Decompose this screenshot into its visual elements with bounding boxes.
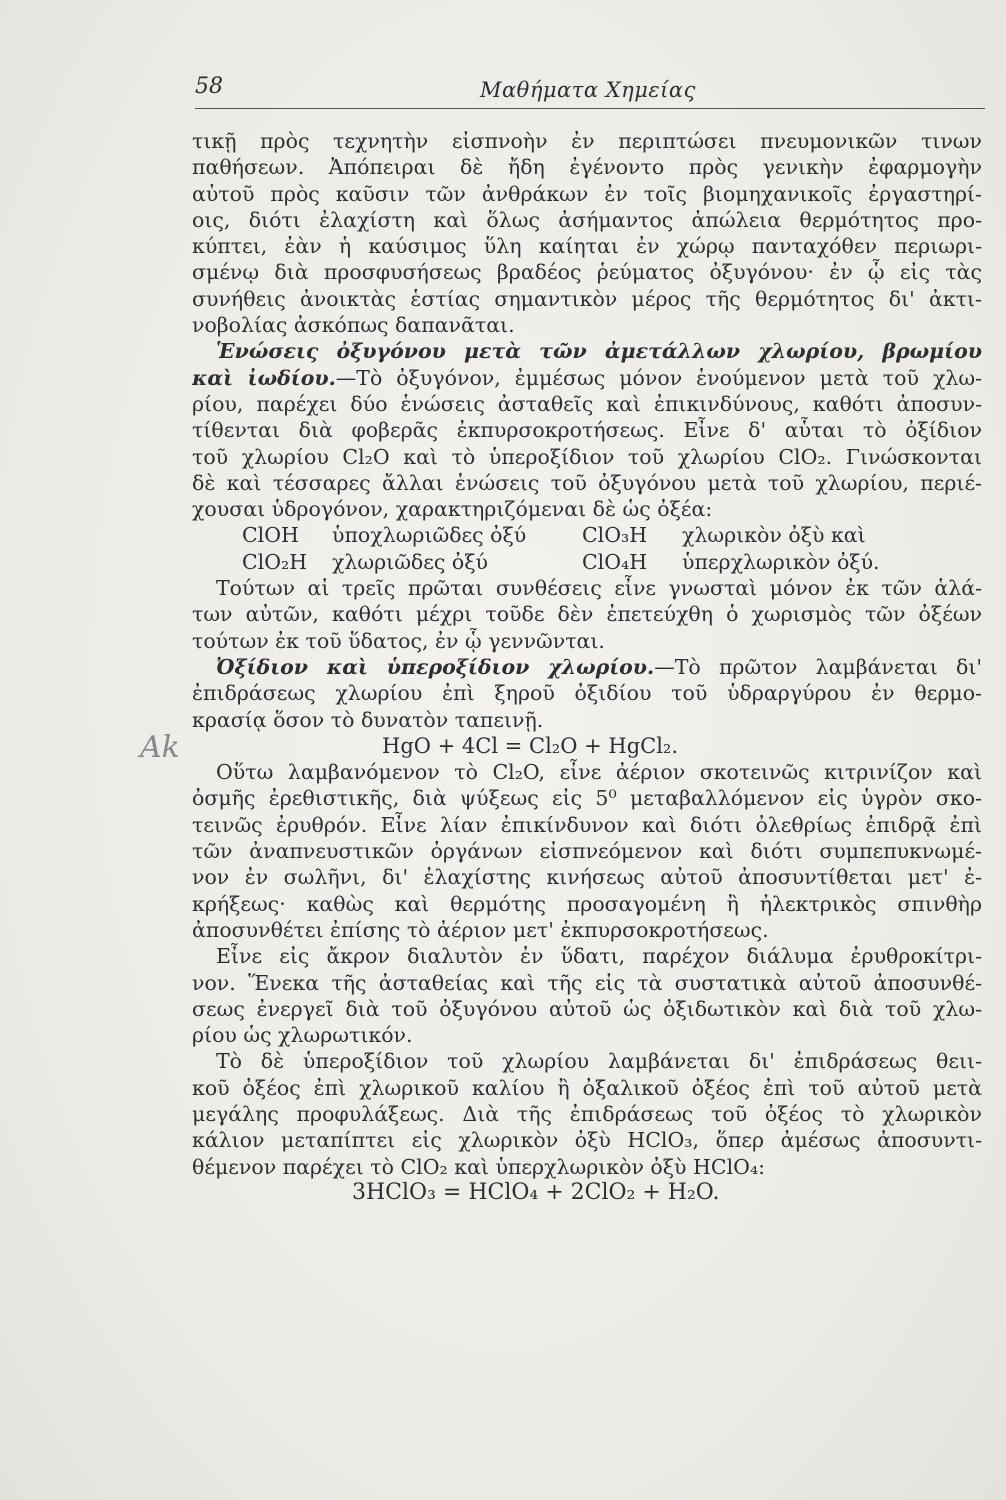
text-line: ἀποσυνθέτει ἐπίσης τὸ ἀέριον μετ' ἐκπυρσοκροτήσεως. [192, 917, 769, 942]
text-line: τῶν ἀναπνευστικῶν ὀργάνων εἰσπνεόμενον καὶ διότι συμπεπυκνωμέ- [192, 839, 982, 864]
text-line: κρασίᾳ ὅσον τὸ δυνατὸν ταπεινῇ. [192, 707, 544, 732]
text-line: κοῦ ὀξέος ἐπὶ χλωρικοῦ καλίου ἢ ὀξαλικοῦ ὀξέος ἐπὶ τοῦ αὐτοῦ μετὰ [192, 1075, 982, 1100]
text-line: νον ἐν σωλῆνι, δι' ἐλαχίστης κινήσεως αὐτοῦ ἀποσυντίθεται μετ' ἐ- [192, 865, 982, 890]
text-line: ὀσμῆς ἐρεθιστικῆς, διὰ ψύξεως εἰς 5⁰ μεταβαλλόμενον εἰς ὑγρὸν σκο- [192, 786, 982, 811]
text-line: τικῇ πρὸς τεχνητὴν εἰσπνοὴν ἐν περιπτώσει πνευμονικῶν τινων [192, 129, 982, 153]
text-line: χουσαι ὑδρογόνον, χαρακτηριζόμεναι δὲ ὡς ὀξέα: [192, 497, 713, 522]
body-text [192, 128, 982, 1206]
text-line: παθήσεων. Ἀπόπειραι δὲ ἤδη ἐγένοντο πρὸς γενικὴν ἐφαρμογὴν [192, 155, 982, 180]
text-line: ρίου, παρέχει δύο ἑνώσεις ἀσταθεῖς καὶ ἐπικινδύνους, καθότι ἀποσυν- [192, 391, 982, 416]
acid-formula: ClO₃H [582, 523, 648, 548]
text-line: θέμενον παρέχει τὸ ClO₂ καὶ ὑπερχλωρικὸν ὀξὺ HClO₄: [192, 1154, 766, 1179]
text-span: —Τὸ πρῶτον λαμβάνεται δι' [654, 654, 982, 679]
text-line: νον. Ἕνεκα τῆς ἀσταθείας καὶ τῆς εἰς τὰ συστατικὰ αὐτοῦ ἀποσυνθέ- [192, 970, 982, 995]
margin-handwritten-note: Ak [140, 730, 180, 765]
text-line: ἐπιδράσεως χλωρίου ἐπὶ ξηροῦ ὀξιδίου τοῦ ὑδραργύρου ἐν θερμο- [192, 681, 982, 706]
acid-name: χλωριῶδες ὀξύ [332, 549, 488, 574]
chemical-equation: 3HClO₃ = HClO₄ + 2ClO₂ + H₂O. [352, 1179, 720, 1205]
text-line: κύπτει, ἐὰν ἡ καύσιμος ὕλη καίηται ἐν χώρῳ πανταχόθεν περιωρι- [192, 234, 982, 259]
text-line: κάλιον μεταπίπτει εἰς χλωρικὸν ὀξὺ HClO₃, ὅπερ ἀμέσως ἀποσυντι- [192, 1128, 982, 1153]
acid-name: ὑπερχλωρικὸν ὀξύ. [682, 549, 880, 574]
acid-formula: ClO₂H [242, 549, 308, 574]
text-line: αὐτοῦ πρὸς καῦσιν τῶν ἀνθράκων ἐν τοῖς βιομηχανικοῖς ἐργαστηρί- [192, 181, 982, 206]
text-line: τοῦ χλωρίου Cl₂O καὶ τὸ ὑπεροξίδιον τοῦ χλωρίου ClO₂. Γινώσκονται [192, 444, 982, 469]
acid-name: χλωρικὸν ὀξὺ καὶ [682, 523, 866, 548]
text-line: νοβολίας ἀσκόπως δαπανᾶται. [192, 313, 515, 338]
page-number: 58 [195, 74, 223, 99]
text-line: ρίου ὡς χλωρωτικόν. [192, 1023, 413, 1048]
text-line: Τὸ δὲ ὑπεροξίδιον τοῦ χλωρίου λαμβάνεται δι' ἐπιδράσεως θειι- [216, 1049, 982, 1074]
section-heading-continued: καὶ ἰωδίου. [192, 365, 336, 390]
text-line: δὲ καὶ τέσσαρες ἄλλαι ἑνώσεις τοῦ ὀξυγόνου μετὰ τοῦ χλωρίου, περιέ- [192, 470, 982, 495]
acid-formula: ClOH [242, 523, 299, 548]
acid-name: ὑποχλωριῶδες ὀξύ [332, 523, 527, 548]
text-line: των αὐτῶν, καθότι μέχρι τοῦδε δὲν ἐπετεύχθη ὁ χωρισμὸς τῶν ὀξέων [192, 602, 982, 627]
text-line [192, 365, 982, 391]
text-line: Οὕτω λαμβανόμενον τὸ Cl₂O, εἶνε ἀέριον σκοτεινῶς κιτρινίζον καὶ [216, 760, 982, 785]
text-line: τούτων ἐκ τοῦ ὕδατος, ἐν ᾧ γεννῶνται. [192, 628, 605, 653]
section-heading: Ὀξίδιον καὶ ὑπεροξίδιον χλωρίου. [216, 654, 655, 679]
chemical-equation: HgO + 4Cl = Cl₂O + HgCl₂. [382, 733, 679, 758]
text-line: Τούτων αἱ τρεῖς πρῶται συνθέσεις εἶνε γνωσταὶ μόνον ἐκ τῶν ἁλά- [216, 576, 982, 601]
text-line: σεως ἐνεργεῖ διὰ τοῦ ὀξυγόνου αὐτοῦ ὡς ὀξιδωτικὸν καὶ διὰ τοῦ χλω- [192, 996, 982, 1021]
text-line: μεγάλης προφυλάξεως. Διὰ τῆς ἐπιδράσεως τοῦ ὀξέος τὸ χλωρικὸν [192, 1101, 982, 1126]
text-line: συνήθεις ἀνοικτὰς ἑστίας σημαντικὸν μέρος τῆς θερμότητος δι' ἀκτι- [192, 286, 982, 311]
acid-formula: ClO₄H [582, 549, 648, 574]
section-heading: Ἑνώσεις ὀξυγόνου μετὰ τῶν ἀμετάλλων χλωρίου, βρωμίου [216, 339, 982, 364]
text-line: κρήξεως· καθὼς καὶ θερμότης προσαγομένη ἢ ἠλεκτρικὸς σπινθὴρ [192, 891, 982, 916]
running-title: Μαθήματα Χημείας [480, 78, 696, 102]
text-span: —Τὸ ὀξυγόνον, ἐμμέσως μόνον ἑνούμενον μετὰ τοῦ χλω- [335, 365, 982, 390]
text-line: σμένῳ διὰ προσφυσήσεως βραδέος ῥεύματος ὀξυγόνου· ἐν ᾧ εἰς τὰς [192, 260, 982, 285]
page-header [195, 68, 985, 109]
text-line [192, 654, 982, 680]
acid-row [192, 522, 982, 548]
text-line: τεινῶς ἐρυθρόν. Εἶνε λίαν ἐπικίνδυνον καὶ διότι ὀλεθρίως ἐπιδρᾷ ἐπὶ [192, 812, 982, 837]
text-line: Εἶνε εἰς ἄκρον διαλυτὸν ἐν ὕδατι, παρέχον διάλυμα ἐρυθροκίτρι- [216, 944, 982, 969]
text-line: τίθενται διὰ φοβερᾶς ἐκπυρσοκροτήσεως. Εἶνε δ' αὗται τὸ ὀξίδιον [192, 418, 982, 443]
text-line: οις, διότι ἐλαχίστη καὶ ὅλως ἀσήμαντος ἀπώλεια θερμότητος προ- [192, 207, 982, 232]
acid-row [192, 549, 982, 575]
